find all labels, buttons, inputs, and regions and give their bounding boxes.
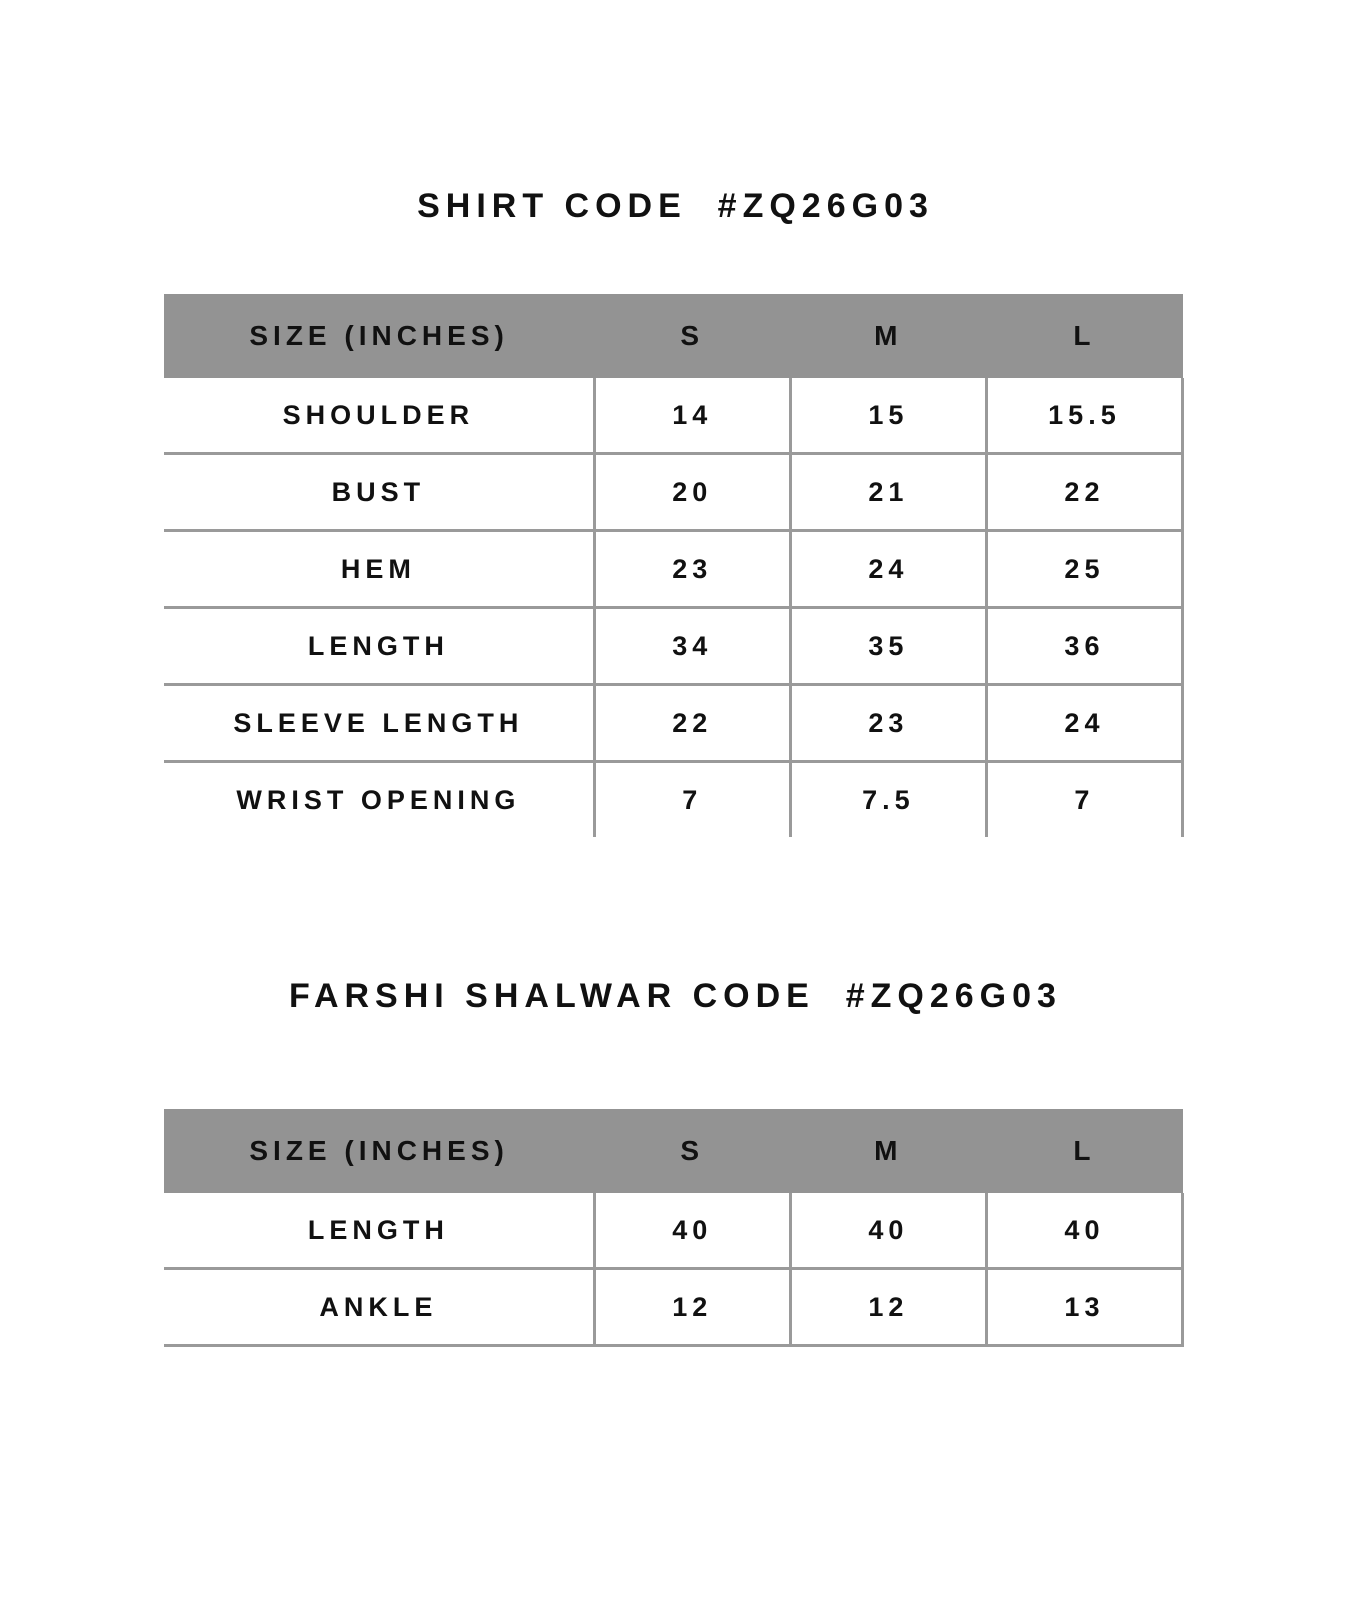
table-row — [164, 454, 1183, 531]
size-s-header: S — [594, 1109, 790, 1193]
table-row — [164, 762, 1183, 838]
size-m-value: 7.5 — [790, 762, 986, 838]
size-l-value: 24 — [986, 685, 1182, 762]
size-l-value: 13 — [986, 1269, 1182, 1346]
size-s-value: 23 — [594, 531, 790, 608]
size-s-value: 14 — [594, 378, 790, 454]
size-inches-header: SIZE (INCHES) — [164, 294, 594, 378]
measurement-label: LENGTH — [164, 608, 594, 685]
size-m-value: 35 — [790, 608, 986, 685]
size-m-value: 21 — [790, 454, 986, 531]
size-s-header: S — [594, 294, 790, 378]
size-s-value: 22 — [594, 685, 790, 762]
size-m-header: M — [790, 1109, 986, 1193]
size-l-header: L — [986, 1109, 1182, 1193]
size-m-value: 12 — [790, 1269, 986, 1346]
measurement-label: LENGTH — [164, 1193, 594, 1269]
measurement-label: SHOULDER — [164, 378, 594, 454]
size-l-value: 22 — [986, 454, 1182, 531]
shalwar-size-table — [164, 1109, 1184, 1347]
table-row — [164, 1193, 1183, 1269]
measurement-label: WRIST OPENING — [164, 762, 594, 838]
size-l-value: 36 — [986, 608, 1182, 685]
table-row — [164, 531, 1183, 608]
table-row — [164, 685, 1183, 762]
table-header-row — [164, 294, 1183, 378]
size-l-value: 7 — [986, 762, 1182, 838]
size-s-value: 34 — [594, 608, 790, 685]
size-m-value: 40 — [790, 1193, 986, 1269]
size-s-value: 7 — [594, 762, 790, 838]
measurement-label: HEM — [164, 531, 594, 608]
shirt-size-table — [164, 294, 1184, 837]
size-m-header: M — [790, 294, 986, 378]
size-s-value: 40 — [594, 1193, 790, 1269]
size-l-value: 15.5 — [986, 378, 1182, 454]
size-l-value: 25 — [986, 531, 1182, 608]
table-header-row — [164, 1109, 1183, 1193]
size-s-value: 12 — [594, 1269, 790, 1346]
size-m-value: 15 — [790, 378, 986, 454]
shirt-code-title: SHIRT CODE #ZQ26G03 — [417, 187, 934, 225]
measurement-label: ANKLE — [164, 1269, 594, 1346]
measurement-label: SLEEVE LENGTH — [164, 685, 594, 762]
size-inches-header: SIZE (INCHES) — [164, 1109, 594, 1193]
table-row — [164, 608, 1183, 685]
table-row — [164, 1269, 1183, 1346]
shalwar-code-title: FARSHI SHALWAR CODE #ZQ26G03 — [289, 977, 1062, 1015]
measurement-label: BUST — [164, 454, 594, 531]
size-m-value: 24 — [790, 531, 986, 608]
size-l-header: L — [986, 294, 1182, 378]
size-s-value: 20 — [594, 454, 790, 531]
table-row — [164, 378, 1183, 454]
size-l-value: 40 — [986, 1193, 1182, 1269]
size-m-value: 23 — [790, 685, 986, 762]
